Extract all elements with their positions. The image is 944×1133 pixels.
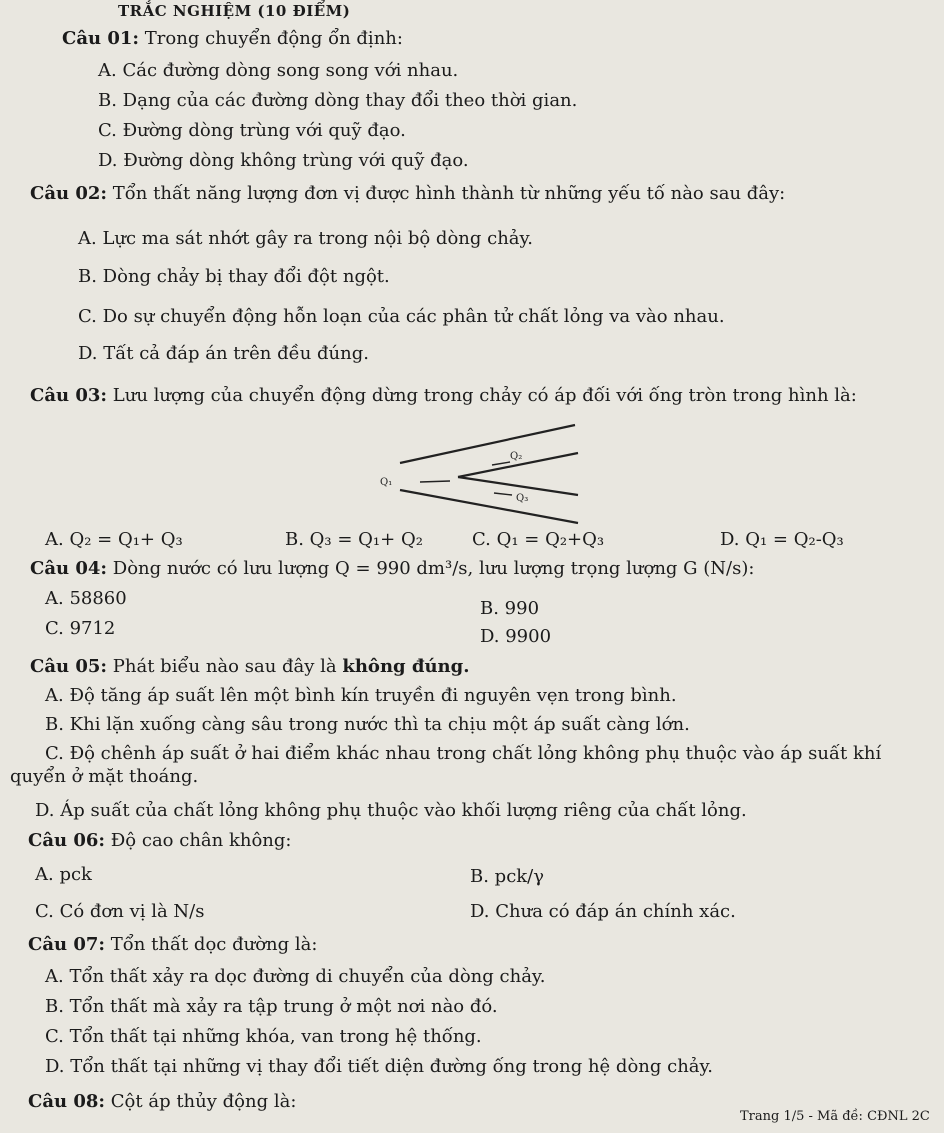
- option-b: B. pck/γ: [470, 866, 545, 887]
- question-label: Câu 03:: [30, 385, 108, 406]
- label-q2: Q₂: [510, 451, 523, 462]
- question-label: Câu 08:: [28, 1091, 106, 1112]
- label-q3: Q₃: [516, 493, 529, 504]
- option-a: A. Các đường dòng song song với nhau.: [98, 60, 459, 81]
- option-c: C. Đường dòng trùng với quỹ đạo.: [98, 120, 406, 141]
- section-header: TRẮC NGHIỆM (10 ĐIỂM): [118, 2, 351, 20]
- option-c: C. Có đơn vị là N/s: [35, 901, 205, 922]
- option-d: D. Đường dòng không trùng với quỹ đạo.: [98, 150, 469, 171]
- question-01: [62, 30, 403, 48]
- question-label: Câu 06:: [28, 830, 106, 851]
- option-b: B. Dạng của các đường dòng thay đổi theo thời gian.: [98, 90, 578, 111]
- option-d: D. Tổn thất tại những vị thay đổi tiết diện đường ống trong hệ dòng chảy.: [45, 1056, 714, 1077]
- page-footer: Trang 1/5 - Mã đề: CĐNL 2C: [740, 1109, 930, 1124]
- option-b: B. Q₃ = Q₁+ Q₂: [285, 529, 423, 550]
- option-a: A. Độ tăng áp suất lên một bình kín truyền đi nguyên vẹn trong bình.: [45, 685, 677, 706]
- question-emphasis: không đúng.: [342, 656, 470, 677]
- option-d: D. Chưa có đáp án chính xác.: [470, 901, 736, 922]
- question-text: Tổn thất dọc đường là:: [110, 934, 318, 955]
- option-c: C. Tổn thất tại những khóa, van trong hệ thống.: [45, 1026, 482, 1047]
- option-b: B. 990: [480, 598, 540, 619]
- option-d: D. 9900: [480, 626, 552, 647]
- question-07: [28, 936, 317, 954]
- option-d: D. Áp suất của chất lỏng không phụ thuộc vào khối lượng riêng của chất lỏng.: [35, 800, 747, 821]
- option-a: A. 58860: [45, 588, 127, 609]
- question-text: Cột áp thủy động là:: [110, 1091, 297, 1112]
- option-c: C. 9712: [45, 618, 116, 639]
- question-text: Trong chuyển động ổn định:: [144, 28, 403, 49]
- option-a: A. Tổn thất xảy ra dọc đường di chuyển của dòng chảy.: [45, 966, 546, 987]
- label-q1: Q₁: [380, 477, 393, 488]
- option-c-continued: quyển ở mặt thoáng.: [10, 766, 199, 787]
- question-04: [30, 560, 754, 578]
- question-02: [30, 185, 785, 203]
- question-label: Câu 04:: [30, 558, 108, 579]
- question-03: [30, 387, 857, 405]
- option-c: C. Độ chênh áp suất ở hai điểm khác nhau trong chất lỏng không phụ thuộc vào áp suất khí: [45, 743, 882, 764]
- question-label: Câu 01:: [62, 28, 140, 49]
- option-c: C. Q₁ = Q₂+Q₃: [472, 529, 605, 550]
- question-08: [28, 1093, 296, 1111]
- question-text: Tổn thất năng lượng đơn vị được hình thành từ những yếu tố nào sau đây:: [112, 183, 786, 204]
- question-label: Câu 07:: [28, 934, 106, 955]
- question-label: Câu 02:: [30, 183, 108, 204]
- option-d: D. Q₁ = Q₂-Q₃: [720, 529, 844, 550]
- option-a: A. Lực ma sát nhớt gây ra trong nội bộ dòng chảy.: [78, 228, 534, 249]
- question-05: [30, 658, 470, 676]
- question-text: Lưu lượng của chuyển động dừng trong chảy có áp đối với ống tròn trong hình là:: [112, 385, 857, 406]
- pipe-branch-figure: [360, 415, 590, 530]
- question-label: Câu 05:: [30, 656, 108, 677]
- question-text: Phát biểu nào sau đây là: [112, 656, 343, 677]
- question-text: Độ cao chân không:: [110, 830, 292, 851]
- option-b: B. Dòng chảy bị thay đổi đột ngột.: [78, 266, 390, 287]
- question-06: [28, 832, 291, 850]
- option-b: B. Khi lặn xuống càng sâu trong nước thì ta chịu một áp suất càng lớn.: [45, 714, 690, 735]
- option-b: B. Tổn thất mà xảy ra tập trung ở một nơi nào đó.: [45, 996, 498, 1017]
- question-text: Dòng nước có lưu lượng Q = 990 dm³/s, lưu lượng trọng lượng G (N/s):: [112, 558, 755, 579]
- option-a: A. Q₂ = Q₁+ Q₃: [45, 529, 183, 550]
- option-a: A. pck: [35, 864, 92, 885]
- option-c: C. Do sự chuyển động hỗn loạn của các phân tử chất lỏng va vào nhau.: [78, 306, 725, 327]
- option-d: D. Tất cả đáp án trên đều đúng.: [78, 343, 369, 364]
